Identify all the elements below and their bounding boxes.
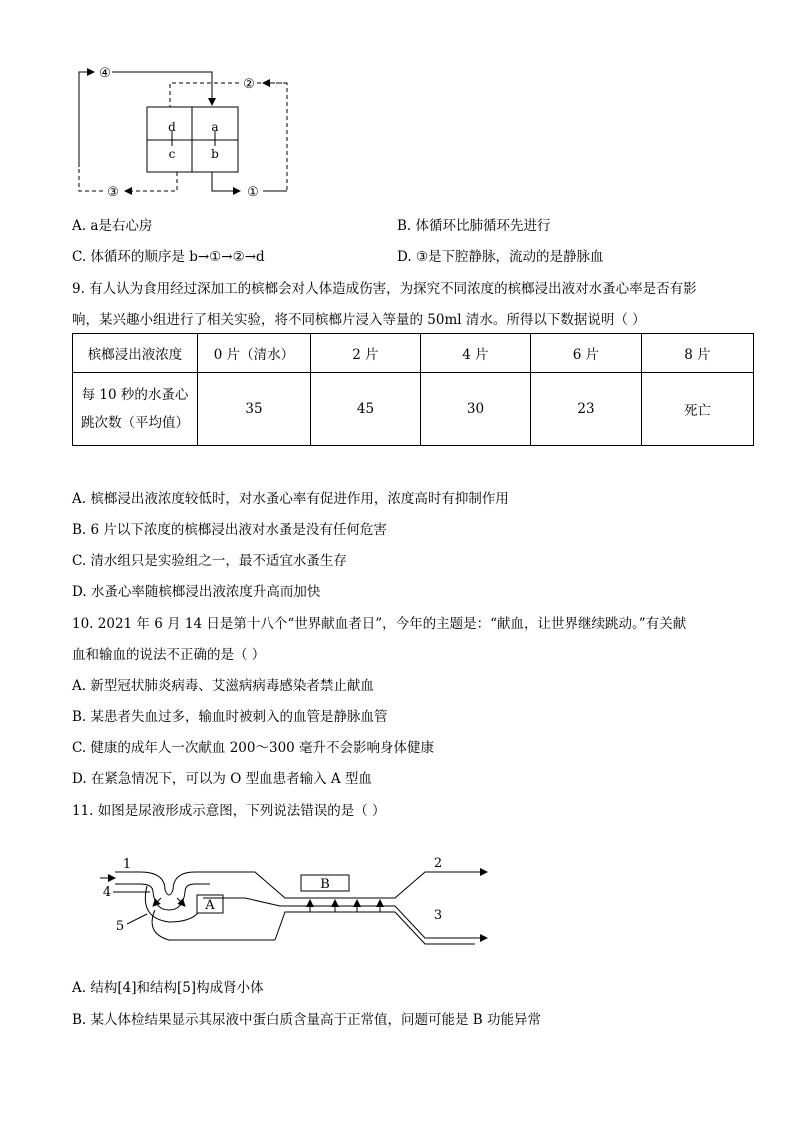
table-header-cell: 0 片（清水） bbox=[198, 334, 311, 373]
row-label-line2: 跳次数（平均值） bbox=[81, 415, 189, 431]
table-cell: 30 bbox=[421, 373, 531, 446]
q10-option-b[interactable]: B. 某患者失血过多，输血时被刺入的血管是静脉血管 bbox=[72, 709, 388, 725]
q10-option-a[interactable]: A. 新型冠状肺炎病毒、艾滋病病毒感染者禁止献血 bbox=[72, 678, 374, 694]
q8-option-b[interactable]: B. 体循环比肺循环先进行 bbox=[397, 218, 551, 234]
table-header-cell: 6 片 bbox=[531, 334, 642, 373]
table-header-cell: 2 片 bbox=[311, 334, 421, 373]
q9-stem-line2: 响，某兴趣小组进行了相关实验，将不同槟榔片浸入等量的 50ml 清水。所得以下数据说明（ ） bbox=[72, 312, 646, 328]
table-row bbox=[73, 373, 754, 446]
vessel-2-label: ② bbox=[243, 77, 255, 92]
part-1-label: 1 bbox=[122, 857, 132, 872]
q10-option-c[interactable]: C. 健康的成年人一次献血 200～300 毫升不会影响身体健康 bbox=[72, 740, 435, 756]
chamber-b-label: b bbox=[211, 147, 219, 161]
q9-option-c[interactable]: C. 清水组只是实验组之一，最不适宜水蚤生存 bbox=[72, 553, 347, 569]
chamber-a-label: a bbox=[211, 120, 219, 134]
table-row-label bbox=[73, 373, 198, 446]
table-header-cell: 槟榔浸出液浓度 bbox=[73, 334, 198, 373]
q9-option-a[interactable]: A. 槟榔浸出液浓度较低时，对水蚤心率有促进作用，浓度高时有抑制作用 bbox=[72, 491, 509, 507]
q8-option-d[interactable]: D. ③是下腔静脉，流动的是静脉血 bbox=[397, 249, 604, 265]
part-5-label: 5 bbox=[115, 919, 125, 934]
q10-stem-line1: 10. 2021 年 6 月 14 日是第十八个“世界献血者日”，今年的主题是：“献血，让世界继续跳动。”有关献 bbox=[72, 616, 687, 632]
q9-data-table bbox=[72, 333, 754, 446]
nephron-diagram bbox=[95, 848, 495, 948]
structure-b-label: B bbox=[320, 877, 330, 892]
table-cell: 死亡 bbox=[642, 373, 754, 446]
row-label-line1: 每 10 秒的水蚤心 bbox=[81, 387, 189, 403]
table-header-cell: 8 片 bbox=[642, 334, 754, 373]
chamber-d-label: d bbox=[168, 120, 176, 134]
table-cell: 35 bbox=[198, 373, 311, 446]
table-header-row bbox=[73, 334, 754, 373]
q9-stem-line1: 9. 有人认为食用经过深加工的槟榔会对人体造成伤害，为探究不同浓度的槟榔浸出液对水蚤心率是否有影 bbox=[72, 281, 697, 297]
part-3-label: 3 bbox=[433, 908, 443, 923]
structure-a-label: A bbox=[205, 898, 215, 913]
vessel-1-label: ① bbox=[247, 185, 259, 200]
chamber-c-label: c bbox=[168, 147, 176, 161]
q8-option-c[interactable]: C. 体循环的顺序是 b→①→②→d bbox=[72, 249, 265, 265]
q9-option-b[interactable]: B. 6 片以下浓度的槟榔浸出液对水蚤是没有任何危害 bbox=[72, 522, 387, 538]
q10-option-d[interactable]: D. 在紧急情况下，可以为 O 型血患者输入 A 型血 bbox=[72, 771, 372, 787]
q11-stem: 11. 如图是尿液形成示意图，下列说法错误的是（ ） bbox=[72, 803, 386, 819]
table-header-cell: 4 片 bbox=[421, 334, 531, 373]
q11-option-a[interactable]: A. 结构[4]和结构[5]构成肾小体 bbox=[72, 980, 264, 996]
vessel-3-label: ③ bbox=[107, 185, 119, 200]
q11-option-b[interactable]: B. 某人体检结果显示其尿液中蛋白质含量高于正常值，问题可能是 B 功能异常 bbox=[72, 1012, 542, 1028]
table-cell: 23 bbox=[531, 373, 642, 446]
table-cell: 45 bbox=[311, 373, 421, 446]
q8-option-a[interactable]: A. a是右心房 bbox=[72, 218, 153, 234]
q10-stem-line2: 血和输血的说法不正确的是（ ） bbox=[72, 647, 266, 663]
part-2-label: 2 bbox=[433, 856, 443, 871]
part-4-label: 4 bbox=[102, 885, 112, 900]
q9-option-d[interactable]: D. 水蚤心率随槟榔浸出液浓度升高而加快 bbox=[72, 584, 321, 600]
heart-circulation-diagram bbox=[60, 60, 300, 210]
vessel-4-label: ④ bbox=[99, 66, 111, 81]
